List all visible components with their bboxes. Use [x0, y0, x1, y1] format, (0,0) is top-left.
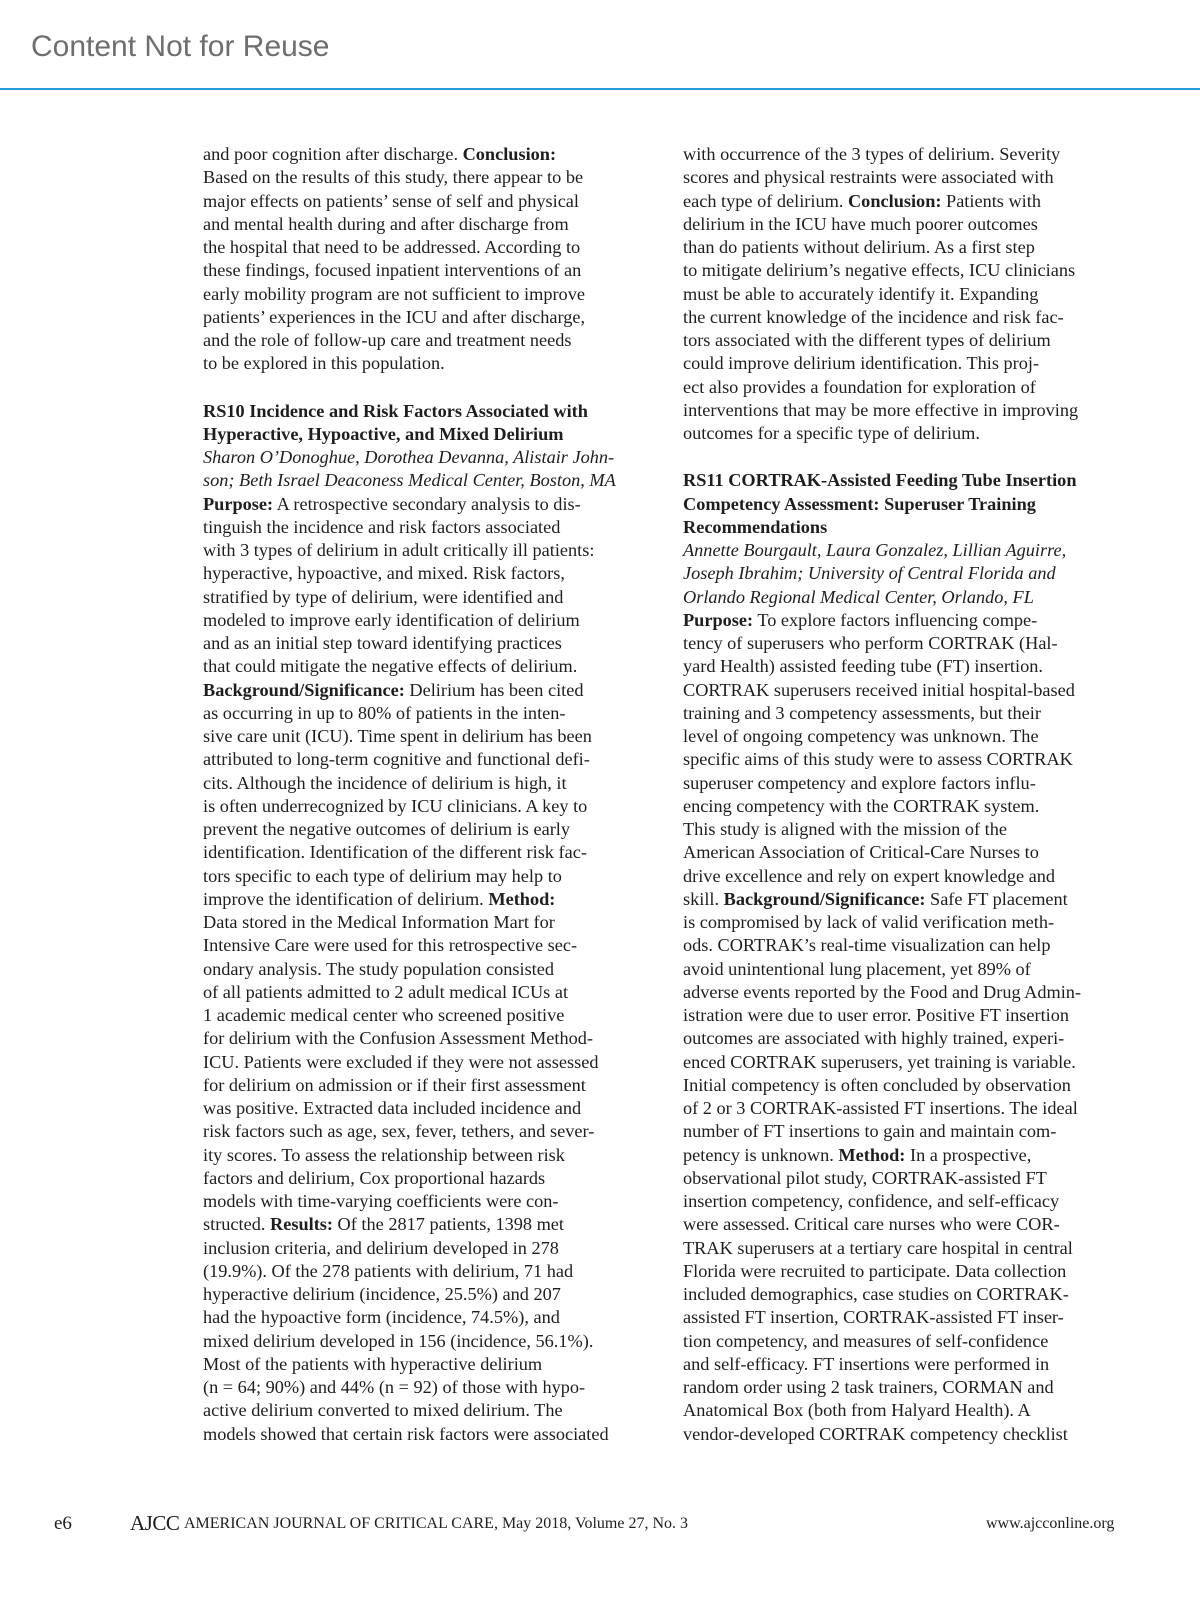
text-line [203, 934, 648, 957]
text-line [683, 1260, 1128, 1283]
text-run: Safe FT placement [925, 888, 1068, 909]
text-run: observational pilot study, CORTRAK-assisted FT [683, 1167, 1047, 1188]
text-run: early mobility program are not sufficient to improve [203, 283, 585, 304]
text-line [203, 1027, 648, 1050]
text-run: (19.9%). Of the 278 patients with delirium, 71 had [203, 1260, 574, 1281]
text-line [203, 329, 648, 352]
page-footer [0, 1513, 1200, 1539]
text-line [203, 469, 648, 492]
text-line [683, 655, 1128, 678]
text-line [683, 329, 1128, 352]
text-run: interventions that may be more effective in improving [683, 399, 1079, 420]
text-run: of 2 or 3 CORTRAK-assisted FT insertions. The ideal [683, 1098, 1078, 1118]
italic-run: Orlando Regional Medical Center, Orlando, FL [683, 586, 1034, 607]
text-line [203, 911, 648, 934]
text-line [203, 958, 648, 981]
text-run: ect also provides a foundation for exploration of [683, 376, 1036, 397]
text-line [683, 586, 1128, 609]
text-line [203, 818, 648, 841]
text-line [683, 1167, 1128, 1190]
text-run: factors and delirium, Cox proportional hazards [203, 1167, 546, 1188]
text-line [683, 352, 1128, 375]
text-run: Intensive Care were used for this retrospective sec- [203, 935, 578, 956]
text-line [203, 190, 648, 213]
text-run: models showed that certain risk factors were associated [203, 1423, 609, 1444]
text-run: than do patients without delirium. As a first step [683, 237, 1035, 257]
text-line [683, 236, 1128, 259]
text-line [203, 1399, 648, 1422]
text-run: ity scores. To assess the relationship between risk [203, 1144, 565, 1165]
text-line [203, 632, 648, 655]
text-run: structed. [203, 1214, 271, 1235]
text-run: tion competency, and measures of self-confidence [683, 1330, 1049, 1351]
text-line [203, 725, 648, 748]
text-run: insertion competency, confidence, and self-efficacy [683, 1191, 1060, 1211]
text-run: Delirium has been cited [404, 679, 584, 700]
right-column [683, 143, 1128, 1446]
text-run: outcomes are associated with highly trained, experi- [683, 1028, 1065, 1049]
text-line [203, 1213, 648, 1236]
text-run: petency is unknown. [683, 1144, 839, 1165]
text-line [683, 865, 1128, 888]
text-run: inclusion criteria, and delirium developed in 278 [203, 1237, 559, 1258]
italic-run: son; Beth Israel Deaconess Medical Center, Boston, MA [203, 470, 616, 491]
text-run: istration were due to user error. Positive FT insertion [683, 1005, 1070, 1025]
text-run: is compromised by lack of valid verification meth- [683, 912, 1055, 932]
text-line [683, 1144, 1128, 1167]
text-line [203, 1283, 648, 1306]
text-line [683, 1376, 1128, 1399]
text-run: TRAK superusers at a tertiary care hospital in central [683, 1237, 1073, 1258]
text-run: active delirium converted to mixed delirium. The [203, 1400, 563, 1421]
text-line [203, 795, 648, 818]
text-line [683, 632, 1128, 655]
text-line [203, 493, 648, 516]
text-line [203, 283, 648, 306]
paragraph-gap [683, 445, 1128, 469]
watermark-banner [0, 0, 1200, 90]
text-line [683, 1097, 1128, 1120]
text-run: hyperactive, hypoactive, and mixed. Risk factors, [203, 563, 565, 584]
text-line [683, 1190, 1128, 1213]
text-line [203, 981, 648, 1004]
text-run: This study is aligned with the mission of the [683, 819, 1007, 839]
bold-run: Recommendations [683, 516, 828, 537]
text-line [203, 352, 648, 375]
text-line [203, 516, 648, 539]
text-line [203, 143, 648, 166]
text-line [683, 609, 1128, 632]
banner-text: Content Not for Reuse [31, 30, 330, 63]
text-line [683, 493, 1128, 516]
text-run: Most of the patients with hyperactive delirium [203, 1353, 543, 1374]
bold-run: Purpose: [683, 609, 754, 630]
paragraph-gap [203, 376, 648, 400]
text-line [683, 259, 1128, 282]
text-line [683, 841, 1128, 864]
text-line [203, 841, 648, 864]
text-line [683, 911, 1128, 934]
text-run: identification. Identification of the different risk fac- [203, 842, 587, 863]
text-line [203, 400, 648, 423]
text-line [203, 1330, 648, 1353]
text-run: Anatomical Box (both from Halyard Health). A [683, 1400, 1031, 1421]
text-line [683, 934, 1128, 957]
text-line [203, 772, 648, 795]
italic-run: Joseph Ibrahim; University of Central Florida and [683, 563, 1056, 584]
text-line [203, 748, 648, 771]
text-run: and mental health during and after discharge from [203, 213, 569, 234]
bold-run: Method: [838, 1144, 906, 1165]
text-run: Patients with [941, 190, 1041, 211]
text-line [203, 1353, 648, 1376]
text-line [683, 702, 1128, 725]
text-line [203, 1423, 648, 1446]
text-line [683, 1237, 1128, 1260]
text-run: with occurrence of the 3 types of delirium. Severity [683, 144, 1061, 164]
text-line [683, 888, 1128, 911]
journal-logo: AJCC [130, 1511, 180, 1535]
text-line [203, 1097, 648, 1120]
text-line [203, 213, 648, 236]
text-line [683, 1004, 1128, 1027]
text-line [203, 306, 648, 329]
text-run: prevent the negative outcomes of delirium is early [203, 819, 571, 839]
text-run: had the hypoactive form (incidence, 74.5%), and [203, 1307, 560, 1328]
text-line [683, 422, 1128, 445]
text-line [203, 1260, 648, 1283]
text-line [683, 213, 1128, 236]
text-run: hyperactive delirium (incidence, 25.5%) and 207 [203, 1284, 561, 1304]
text-run: patients’ experiences in the ICU and after discharge, [203, 306, 586, 327]
text-line [683, 725, 1128, 748]
text-line [683, 1423, 1128, 1446]
text-run: must be able to accurately identify it. Expanding [683, 283, 1039, 304]
text-line [203, 679, 648, 702]
text-line [683, 143, 1128, 166]
text-run: number of FT insertions to gain and maintain com- [683, 1121, 1057, 1142]
text-run: In a prospective, [905, 1144, 1032, 1165]
text-line [683, 818, 1128, 841]
text-run: and poor cognition after discharge. [203, 144, 463, 164]
text-run: major effects on patients’ sense of self and physical [203, 190, 579, 211]
text-run: tency of superusers who perform CORTRAK (Hal- [683, 633, 1058, 653]
text-run: superuser competency and explore factors influ- [683, 772, 1036, 793]
bold-run: RS10 Incidence and Risk Factors Associated with [203, 400, 588, 421]
text-run: and as an initial step toward identifying practices [203, 633, 562, 653]
text-run: skill. [683, 888, 724, 909]
text-run: risk factors such as age, sex, fever, tethers, and sever- [203, 1121, 595, 1142]
text-run: included demographics, case studies on CORTRAK- [683, 1284, 1069, 1304]
text-line [683, 1330, 1128, 1353]
text-line [683, 958, 1128, 981]
text-line [203, 1167, 648, 1190]
text-run: as occurring in up to 80% of patients in the inten- [203, 702, 566, 723]
text-run: sive care unit (ICU). Time spent in delirium has been [203, 726, 592, 746]
text-line [683, 748, 1128, 771]
text-line [683, 1051, 1128, 1074]
text-run: cits. Although the incidence of delirium is high, it [203, 772, 567, 793]
text-run: assisted FT insertion, CORTRAK-assisted FT inser- [683, 1307, 1064, 1328]
text-line [203, 888, 648, 911]
text-run: level of ongoing competency was unknown. The [683, 726, 1039, 746]
text-run: scores and physical restraints were associated with [683, 167, 1054, 188]
text-run: were assessed. Critical care nurses who were COR- [683, 1214, 1060, 1235]
text-line [683, 399, 1128, 422]
text-line [203, 1190, 648, 1213]
text-line [683, 1027, 1128, 1050]
text-run: to mitigate delirium’s negative effects, ICU clinicians [683, 260, 1076, 281]
text-run: improve the identification of delirium. [203, 888, 489, 909]
journal-citation: AMERICAN JOURNAL OF CRITICAL CARE, May 2018, Volume 27, No. 3 [184, 1515, 689, 1532]
text-line [683, 772, 1128, 795]
italic-run: Sharon O’Donoghue, Dorothea Devanna, Alistair John- [203, 447, 615, 467]
text-line [203, 609, 648, 632]
text-run: the current knowledge of the incidence and risk fac- [683, 306, 1064, 327]
text-line [683, 795, 1128, 818]
text-line [203, 562, 648, 585]
text-line [683, 283, 1128, 306]
text-run: Florida were recruited to participate. Data collection [683, 1260, 1067, 1281]
text-run: 1 academic medical center who screened positive [203, 1005, 565, 1025]
text-run: Based on the results of this study, there appear to be [203, 167, 584, 188]
bold-run: Conclusion: [847, 190, 942, 211]
text-run: and self-efficacy. FT insertions were performed in [683, 1353, 1050, 1374]
text-line [203, 655, 648, 678]
text-run: A retrospective secondary analysis to dis- [273, 493, 581, 514]
left-column [203, 143, 648, 1446]
text-line [683, 981, 1128, 1004]
text-run: ods. CORTRAK’s real-time visualization can help [683, 935, 1051, 956]
bold-run: Results: [270, 1214, 333, 1235]
text-line [203, 166, 648, 189]
text-line [203, 1074, 648, 1097]
text-line [203, 236, 648, 259]
text-run: American Association of Critical-Care Nurses to [683, 842, 1039, 863]
text-line [683, 1213, 1128, 1236]
bold-run: Purpose: [203, 493, 274, 514]
text-line [203, 423, 648, 446]
text-line [203, 1004, 648, 1027]
text-line [683, 1120, 1128, 1143]
text-line [203, 1144, 648, 1167]
text-run: outcomes for a specific type of delirium. [683, 423, 980, 443]
text-run: adverse events reported by the Food and Drug Admin- [683, 981, 1082, 1002]
text-run: (n = 64; 90%) and 44% (n = 92) of those with hypo- [203, 1377, 586, 1397]
text-line [203, 1306, 648, 1329]
text-run: models with time-varying coefficients were con- [203, 1191, 559, 1211]
journal-url[interactable]: www.ajcconline.org [986, 1515, 1115, 1532]
text-run: encing competency with the CORTRAK system. [683, 795, 1040, 816]
text-run: To explore factors influencing compe- [753, 609, 1038, 630]
text-line [203, 1051, 648, 1074]
text-line [203, 539, 648, 562]
text-run: tors specific to each type of delirium may help to [203, 865, 562, 886]
text-run: and the role of follow-up care and treatment needs [203, 330, 572, 350]
bold-run: RS11 CORTRAK-Assisted Feeding Tube Insertion [683, 470, 1077, 491]
text-line [683, 1074, 1128, 1097]
text-line [683, 1306, 1128, 1329]
text-run: could improve delirium identification. This proj- [683, 353, 1040, 374]
text-line [683, 166, 1128, 189]
text-run: vendor-developed CORTRAK competency checklist [683, 1423, 1068, 1444]
text-line [683, 1353, 1128, 1376]
text-line [203, 702, 648, 725]
text-line [203, 446, 648, 469]
text-run: stratified by type of delirium, were identified and [203, 586, 564, 607]
text-run: was positive. Extracted data included incidence and [203, 1098, 582, 1118]
text-run: training and 3 competency assessments, but their [683, 702, 1041, 723]
text-run: the hospital that need to be addressed. According to [203, 237, 581, 257]
text-run: CORTRAK superusers received initial hospital-based [683, 679, 1075, 700]
text-run: yard Health) assisted feeding tube (FT) insertion. [683, 656, 1043, 677]
text-run: of all patients admitted to 2 adult medical ICUs at [203, 981, 569, 1002]
italic-run: Annette Bourgault, Laura Gonzalez, Lillian Aguirre, [683, 540, 1067, 560]
text-run: to be explored in this population. [203, 353, 445, 374]
bold-run: Conclusion: [462, 144, 557, 164]
bold-run: Method: [488, 888, 556, 909]
text-line [203, 1237, 648, 1260]
text-run: enced CORTRAK superusers, yet training is variable. [683, 1051, 1076, 1072]
text-run: tinguish the incidence and risk factors associated [203, 516, 561, 537]
text-line [683, 376, 1128, 399]
text-line [683, 306, 1128, 329]
text-run: these findings, focused inpatient interventions of an [203, 260, 582, 281]
text-line [683, 539, 1128, 562]
bold-run: Competency Assessment: Superuser Training [683, 493, 1036, 514]
text-line [683, 190, 1128, 213]
text-run: Data stored in the Medical Information Mart for [203, 912, 555, 932]
text-run: random order using 2 task trainers, CORMAN and [683, 1377, 1054, 1397]
page-number: e6 [54, 1513, 72, 1534]
text-run: attributed to long-term cognitive and functional defi- [203, 749, 590, 770]
bold-run: Hyperactive, Hypoactive, and Mixed Delirium [203, 423, 564, 444]
text-run: avoid unintentional lung placement, yet 89% of [683, 958, 1031, 979]
text-run: delirium in the ICU have much poorer outcomes [683, 213, 1038, 234]
text-run: ondary analysis. The study population consisted [203, 958, 555, 979]
text-line [203, 259, 648, 282]
text-run: Initial competency is often concluded by observation [683, 1074, 1071, 1095]
bold-run: Background/Significance: [723, 888, 926, 909]
text-line [683, 1283, 1128, 1306]
text-run: specific aims of this study were to assess CORTRAK [683, 749, 1073, 770]
text-line [203, 865, 648, 888]
text-run: Of the 2817 patients, 1398 met [332, 1214, 564, 1235]
text-run: ICU. Patients were excluded if they were not assessed [203, 1051, 599, 1072]
text-line [203, 1120, 648, 1143]
text-run: with 3 types of delirium in adult critically ill patients: [203, 540, 595, 560]
text-run: each type of delirium. [683, 190, 848, 211]
text-run: that could mitigate the negative effects of delirium. [203, 656, 578, 677]
text-line [683, 679, 1128, 702]
text-run: mixed delirium developed in 156 (incidence, 56.1%). [203, 1330, 594, 1351]
text-run: tors associated with the different types of delirium [683, 330, 1051, 350]
text-run: modeled to improve early identification of delirium [203, 609, 580, 630]
text-line [683, 469, 1128, 492]
text-line [683, 1399, 1128, 1422]
text-run: drive excellence and rely on expert knowledge and [683, 865, 1056, 886]
bold-run: Background/Significance: [203, 679, 405, 700]
text-line [683, 562, 1128, 585]
text-run: for delirium with the Confusion Assessment Method- [203, 1028, 593, 1049]
text-line [203, 1376, 648, 1399]
text-run: for delirium on admission or if their first assessment [203, 1074, 586, 1095]
text-line [203, 586, 648, 609]
text-run: is often underrecognized by ICU clinicians. A key to [203, 795, 588, 816]
text-line [683, 516, 1128, 539]
